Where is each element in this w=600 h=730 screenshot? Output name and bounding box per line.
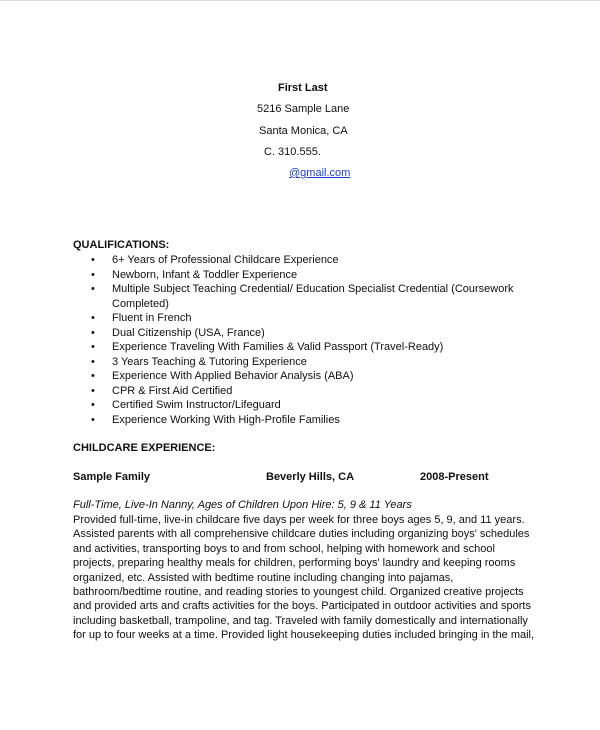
list-item	[73, 384, 543, 399]
list-item	[73, 355, 543, 370]
address-line-1: 5216 Sample Lane	[257, 103, 350, 115]
qualification-text: Experience With Applied Behavior Analysis (ABA)	[112, 370, 354, 382]
phone-number: C. 310.555.	[264, 146, 321, 158]
job-subtitle: Full-Time, Live-In Nanny, Ages of Children Upon Hire: 5, 9 & 11 Years	[73, 499, 412, 511]
bullet-icon: •	[91, 370, 95, 382]
bullet-icon: •	[91, 341, 95, 353]
list-item	[73, 413, 543, 428]
email-link[interactable]: @gmail.com	[289, 167, 351, 179]
qualification-text: Fluent in French	[112, 312, 192, 324]
qualification-text: 6+ Years of Professional Childcare Experience	[112, 254, 339, 266]
list-item	[73, 253, 543, 268]
bullet-icon: •	[91, 254, 95, 266]
qualification-text: Certified Swim Instructor/Lifeguard	[112, 399, 281, 411]
list-item	[73, 398, 543, 413]
bullet-icon: •	[91, 268, 95, 281]
bullet-icon: •	[91, 384, 95, 397]
qualification-text: Multiple Subject Teaching Credential/ Education Specialist Credential (Coursework Completed)	[112, 283, 514, 310]
list-item	[73, 326, 543, 341]
bullet-icon: •	[91, 355, 95, 368]
job-description: Provided full-time, live-in childcare five days per week for three boys ages 5, 9, and 11 years. Assisted parents with all comprehensive childcare duties including organizing boys' schedules and activities, transporting boys to and from school, helping with homework and school projects, preparing healthy meals for children, performing boys' laundry and keeping rooms organized, etc. Assisted with bedtime routine including changing into pajamas, bathroom/bedtime routine, and reading stories to youngest child. Organized creative projects and provided arts and crafts activities for the boys. Participated in outdoor activities and sports including basketball, trampoline, and tag. Traveled with family domestically and internationally for up to four weeks at a time. Provided light housekeeping duties included bringing in the mail,	[73, 514, 535, 642]
qualification-text: Newborn, Infant & Toddler Experience	[112, 268, 298, 281]
list-item	[73, 369, 543, 384]
qualification-text: Dual Citizenship (USA, France)	[112, 326, 265, 339]
qualifications-heading: QUALIFICATIONS:	[73, 239, 170, 251]
job-location: Beverly Hills, CA	[266, 471, 355, 483]
bullet-icon: •	[91, 326, 95, 339]
candidate-name: First Last	[278, 82, 328, 94]
qualification-text: CPR & First Aid Certified	[112, 384, 233, 397]
list-item	[73, 311, 543, 326]
qualification-text: 3 Years Teaching & Tutoring Experience	[112, 355, 307, 368]
qualifications-list	[73, 253, 543, 427]
bullet-icon: •	[91, 312, 95, 324]
bullet-icon: •	[91, 283, 95, 295]
bullet-icon: •	[91, 413, 95, 426]
list-item	[73, 268, 543, 283]
job-employer: Sample Family	[73, 471, 151, 483]
list-item	[73, 282, 543, 311]
experience-heading: CHILDCARE EXPERIENCE:	[73, 442, 216, 454]
qualification-text: Experience Working With High-Profile Families	[112, 413, 340, 426]
qualification-text: Experience Traveling With Families & Valid Passport (Travel-Ready)	[112, 341, 444, 353]
bullet-icon: •	[91, 399, 95, 411]
job-dates: 2008-Present	[420, 471, 489, 483]
list-item	[73, 340, 543, 355]
address-line-2: Santa Monica, CA	[259, 125, 348, 137]
